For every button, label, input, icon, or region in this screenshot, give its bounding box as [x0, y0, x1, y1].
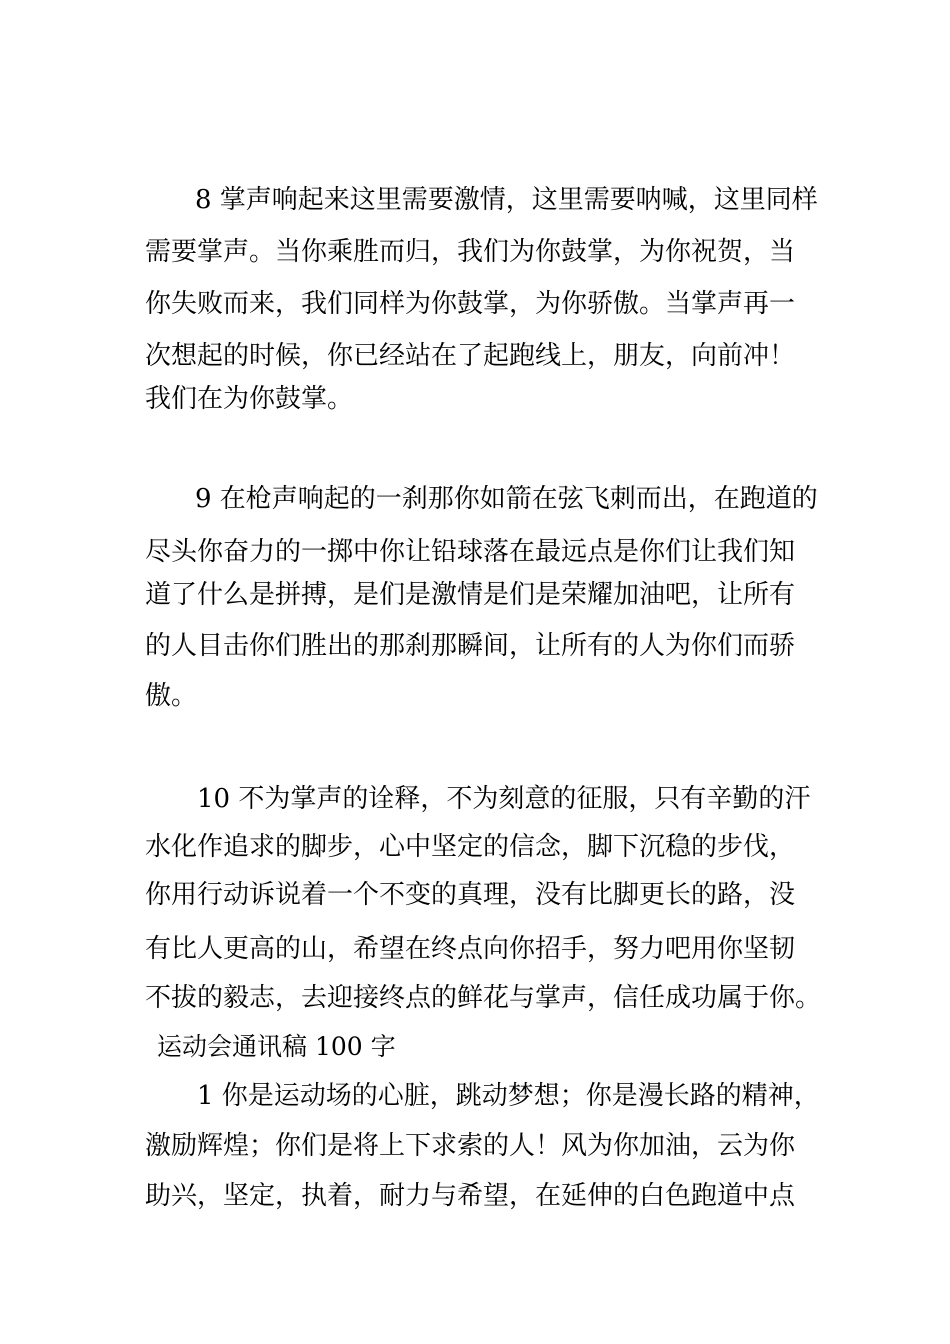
paragraph-line: 我们在为你鼓掌。 — [145, 384, 354, 414]
paragraph-line: 次想起的时候，你已经站在了起跑线上，朋友，向前冲！ — [145, 341, 796, 371]
paragraph-line: 傲。 — [145, 681, 198, 711]
paragraph-line: 尽头你奋力的一掷中你让铅球落在最远点是你们让我们知 — [145, 537, 796, 567]
paragraph-line: 9 在枪声响起的一刹那你如箭在弦飞刺而出，在跑道的 — [195, 484, 818, 514]
paragraph-line: 有比人更高的山，希望在终点向你招手，努力吧用你坚韧 — [145, 934, 796, 964]
paragraph-line: 道了什么是拼搏，是们是激情是们是荣耀加油吧，让所有 — [145, 580, 796, 610]
paragraph-line: 水化作追求的脚步，心中坚定的信念，脚下沉稳的步伐， — [145, 832, 796, 862]
paragraph-line: 的人目击你们胜出的那刹那瞬间，让所有的人为你们而骄 — [145, 631, 796, 661]
paragraph-line: 8 掌声响起来这里需要激情，这里需要呐喊，这里同样 — [195, 185, 818, 215]
section-heading: 运动会通讯稿 100 字 — [157, 1032, 396, 1061]
paragraph-line: 不拔的毅志，去迎接终点的鲜花与掌声，信任成功属于你。 — [145, 983, 822, 1013]
paragraph-line: 你用行动诉说着一个不变的真理，没有比脚更长的路，没 — [145, 880, 796, 910]
paragraph-line: 你失败而来，我们同样为你鼓掌，为你骄傲。当掌声再一 — [145, 289, 796, 319]
paragraph-line: 助兴，坚定，执着，耐力与希望，在延伸的白色跑道中点 — [145, 1181, 796, 1211]
paragraph-line: 激励辉煌；你们是将上下求索的人！风为你加油，云为你 — [145, 1131, 796, 1161]
paragraph-line: 10 不为掌声的诠释，不为刻意的征服，只有辛勤的汗 — [197, 784, 811, 814]
paragraph-line: 1 你是运动场的心脏，跳动梦想；你是漫长路的精神， — [197, 1081, 820, 1111]
paragraph-line: 需要掌声。当你乘胜而归，我们为你鼓掌，为你祝贺，当 — [145, 237, 796, 267]
